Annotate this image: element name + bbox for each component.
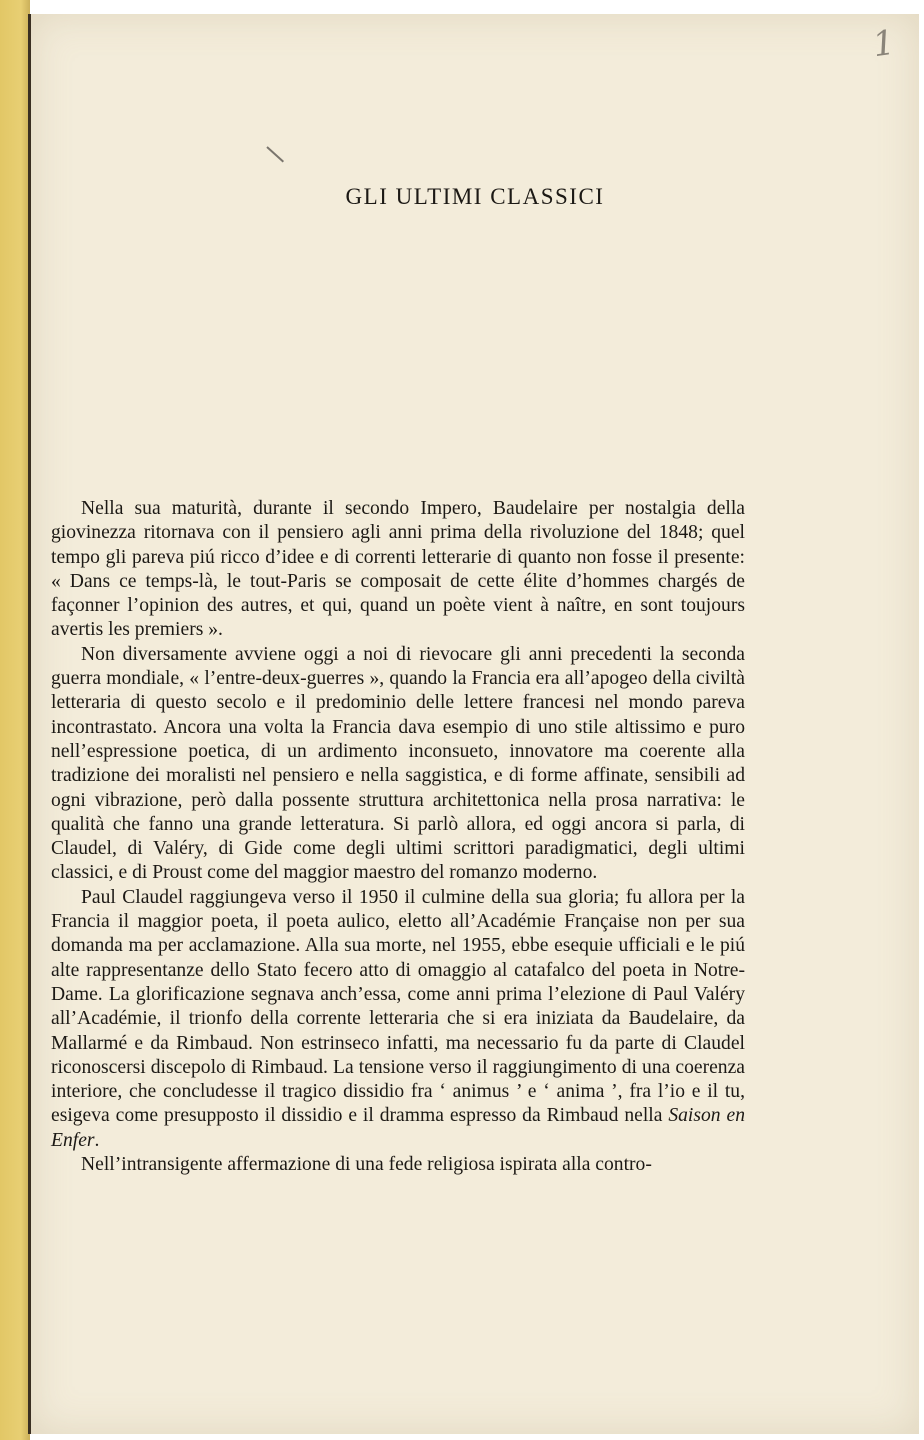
binding-edge	[0, 0, 30, 1440]
italic-title: Saison en Enfer	[51, 1105, 745, 1151]
paragraph: Nell’intransigente affermazione di una fede religiosa ispirata alla contro-	[81, 1154, 652, 1176]
paragraph: Nella sua maturità, durante il secondo Impero, Baudelaire per nostalgia della giovinezza ritornava con il pensiero agli anni prima della rivoluzione del 1848; quel tempo gli pareva piú ricco d’idee e di correnti letterarie di quanto non fosse il presente: « Dans ce temps-là, le tout-Paris se composait de cette élite d’hommes chargés de façonner l’opinion des autres, et qui, quand un poète vient à naître, en sont toujours avertis les premiers ».	[51, 498, 745, 641]
paper-page	[28, 14, 919, 1434]
chapter-title: GLI ULTIMI CLASSICI	[345, 184, 605, 209]
paragraph-text: Paul Claudel raggiungeva verso il 1950 il culmine della sua gloria; fu allora per la Francia il maggior poeta, il poeta aulico, eletto all’Académie Française non per sua domanda ma per acclamazione. Alla sua morte, nel 1955, ebbe esequie ufficiali e le piú alte rappresentanze dello Stato fecero atto di omaggio al catafalco del poeta in Notre-Dame. La glorificazione segnava anch’essa, come anni prima l’elezione di Paul Valéry all’Académie, il trionfo della corrente letteraria che si era iniziata da Baudelaire, da Mallarmé e da Rimbaud. Non estrinseco infatti, ma necessario fu da parte di Claudel riconoscersi discepolo di Rimbaud. La tensione verso il raggiungimento di una coerenza interiore, che concludesse il tragico dissidio fra ‘ animus ’ e ‘ anima ’, fra l’io e il tu, esigeva come presupposto il dissidio e il dramma espresso da Rimbaud nella	[51, 886, 745, 1127]
body-text	[51, 497, 745, 1177]
pencil-mark	[266, 146, 284, 162]
handwritten-page-number: 1	[870, 22, 898, 66]
paragraph: Non diversamente avviene oggi a noi di rievocare gli anni precedenti la seconda guerra mondiale, « l’entre-deux-guerres », quando la Francia era all’apogeo della civiltà letteraria di questo secolo e il predominio delle lettere francesi nel mondo pareva incontrastato. Ancora una volta la Francia dava esempio di uno stile altissimo e puro nell’espressione poetica, di un ardimento inconsueto, innovatore ma coerente alla tradizione dei moralisti nel pensiero e nella saggistica, e di forme affinate, sensibili ad ogni vibrazione, però dalla possente struttura architettonica nella prosa narrativa: le qualità che fanno una grande letteratura. Si parlò allora, ed oggi ancora si parla, di Claudel, di Valéry, di Gide come degli ultimi scrittori paradigmatici, degli ultimi classici, e di Proust come del maggior maestro del romanzo moderno.	[51, 643, 745, 884]
paragraph	[51, 886, 745, 1153]
paragraph-text-end: .	[94, 1129, 100, 1151]
